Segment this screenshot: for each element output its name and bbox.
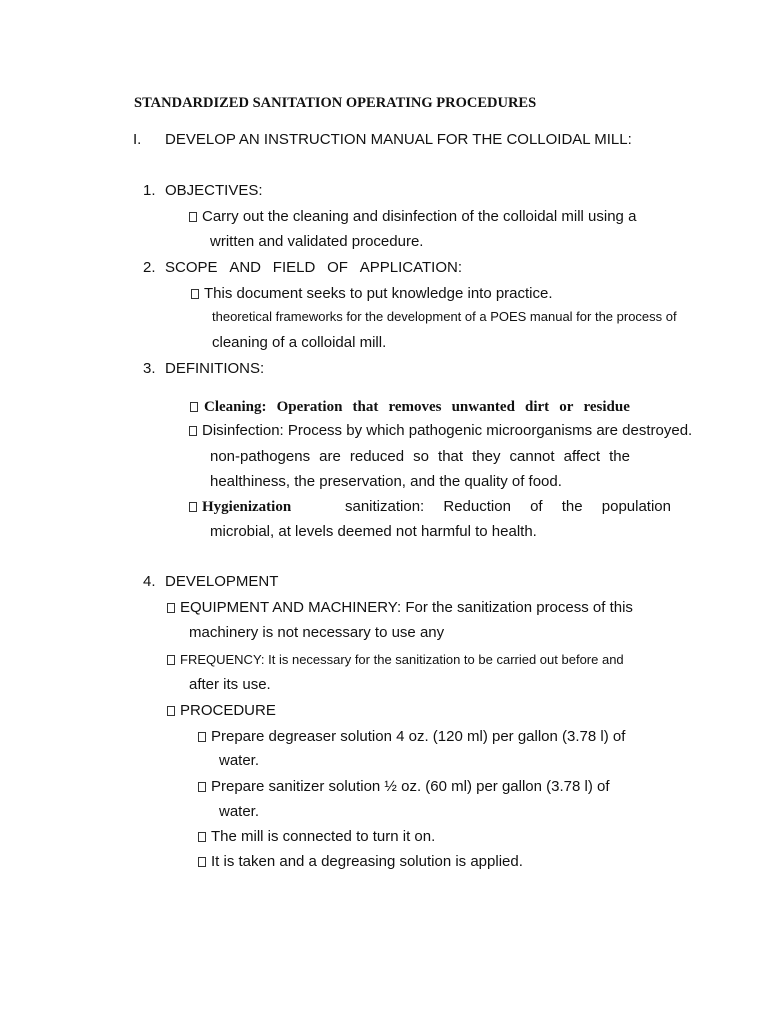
document-title: STANDARDIZED SANITATION OPERATING PROCEDURES [134, 95, 537, 111]
definitions-heading: DEFINITIONS: [165, 360, 265, 377]
checkbox-bullet-icon [189, 212, 197, 222]
scope-bullet [191, 285, 553, 303]
scope-heading-word: AND [229, 259, 261, 276]
objectives-heading: OBJECTIVES: [165, 182, 263, 199]
definition-word: or [559, 399, 574, 415]
checkbox-bullet-icon [198, 782, 206, 792]
objectives-bullet [189, 208, 636, 226]
definition-word: unwanted [451, 399, 515, 415]
disinfection-definition: Disinfection: Process by which pathogenic microorganisms are destroyed. [202, 422, 693, 439]
scope-line2: theoretical frameworks for the development of a POES manual for the process of [212, 309, 677, 324]
procedure-step [198, 853, 523, 871]
development-heading: DEVELOPMENT [165, 573, 279, 590]
checkbox-bullet-icon [190, 402, 198, 412]
definition-word: Cleaning: [204, 399, 267, 415]
disinfection-line2 [210, 448, 630, 466]
scope-line3: cleaning of a colloidal mill. [212, 334, 387, 351]
definition-word: they [472, 448, 501, 465]
section-number: I. [133, 131, 142, 148]
checkbox-bullet-icon [198, 832, 206, 842]
procedure-step-text: Prepare sanitizer solution ½ oz. (60 ml) per gallon (3.78 l) of [211, 778, 610, 795]
procedure-step-text: Prepare degreaser solution 4 oz. (120 ml) per gallon (3.78 l) of [211, 728, 626, 745]
disinfection-line3: healthiness, the preservation, and the quality of food. [210, 473, 562, 490]
objectives-number: 1. [143, 182, 156, 199]
procedure-step [198, 778, 610, 796]
section-heading: DEVELOP AN INSTRUCTION MANUAL FOR THE COLLOIDAL MILL: [165, 131, 632, 148]
checkbox-bullet-icon [167, 706, 175, 716]
definition-word: non-pathogens [210, 448, 311, 465]
procedure-step [198, 828, 435, 846]
definition-word: reduced [349, 448, 405, 465]
definition-word: cannot [509, 448, 555, 465]
frequency-text: FREQUENCY: It is necessary for the sanitization to be carried out before and [180, 652, 624, 667]
definition-word: of [530, 498, 543, 515]
scope-number: 2. [143, 259, 156, 276]
definition-word: the [609, 448, 630, 465]
definition-word: residue [583, 399, 630, 415]
checkbox-bullet-icon [189, 426, 197, 436]
definition-word: so [413, 448, 429, 465]
definition-word: are [319, 448, 341, 465]
hygienization-term: Hygienization [202, 499, 292, 515]
hygienization-bullet [189, 498, 291, 516]
hygienization-line2: microbial, at levels deemed not harmful to health. [210, 523, 537, 540]
scope-heading-word: SCOPE [165, 259, 218, 276]
checkbox-bullet-icon [191, 289, 199, 299]
frequency-line2: after its use. [189, 676, 271, 693]
cleaning-definition [204, 398, 630, 416]
definition-word: sanitization: [345, 498, 425, 515]
scope-heading-word: OF [327, 259, 348, 276]
definition-word: Operation [276, 399, 343, 415]
equipment-text: EQUIPMENT AND MACHINERY: For the sanitization process of this [180, 599, 633, 616]
procedure-bullet [167, 702, 276, 720]
disinfection-bullet [189, 422, 692, 440]
equipment-bullet [167, 599, 633, 617]
checkbox-bullet-icon [189, 502, 197, 512]
equipment-line2: machinery is not necessary to use any [189, 624, 445, 641]
definitions-number: 3. [143, 360, 156, 377]
checkbox-bullet-icon [167, 655, 175, 665]
procedure-step [198, 728, 625, 746]
definition-word: affect [563, 448, 601, 465]
definition-word: the [561, 498, 583, 515]
definition-word: Reduction [443, 498, 511, 515]
definition-word: that [438, 448, 464, 465]
definition-word: dirt [525, 399, 550, 415]
procedure-step-text: It is taken and a degreasing solution is applied. [211, 853, 523, 870]
scope-heading [165, 259, 462, 277]
scope-bullet-text: This document seeks to put knowledge into practice. [204, 285, 553, 302]
procedure-step-text: The mill is connected to turn it on. [211, 828, 436, 845]
development-number: 4. [143, 573, 156, 590]
procedure-step-continuation: water. [219, 752, 260, 769]
objectives-bullet-text: Carry out the cleaning and disinfection of the colloidal mill using a [202, 208, 637, 225]
cleaning-bullet-box [190, 398, 203, 416]
scope-heading-word: APPLICATION: [359, 259, 462, 276]
objectives-bullet-continuation: written and validated procedure. [210, 233, 424, 250]
definition-word: removes [388, 399, 442, 415]
frequency-bullet [167, 651, 624, 669]
hygienization-definition [345, 498, 671, 516]
checkbox-bullet-icon [167, 603, 175, 613]
procedure-step-continuation: water. [219, 803, 260, 820]
definition-word: that [352, 399, 379, 415]
checkbox-bullet-icon [198, 732, 206, 742]
scope-heading-word: FIELD [272, 259, 316, 276]
procedure-heading: PROCEDURE [180, 702, 276, 719]
definition-word: population [601, 498, 671, 515]
checkbox-bullet-icon [198, 857, 206, 867]
